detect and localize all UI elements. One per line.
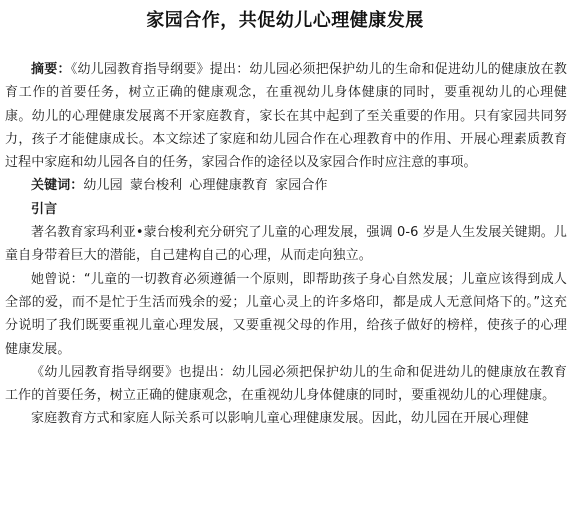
keyword-item: 蒙台梭利	[129, 178, 183, 194]
keywords-line	[5, 174, 567, 197]
abstract-label: 摘要：	[31, 62, 71, 77]
body-paragraph: 《幼儿园教育指导纲要》也提出：幼儿园必须把保护幼儿的生命和促进幼儿的健康放在教育工作的首要任务，树立正确的健康观念，在重视幼儿身体健康的同时，要重视幼儿的心理健康。	[5, 364, 567, 404]
body-paragraph: 著名教育家玛利亚•蒙台梭利充分研究了儿童的心理发展，强调 0-6 岁是人生发展关键期。儿童自身带着巨大的潜能，自己建构自己的心理，从而走向独立。	[5, 225, 567, 264]
keywords-label: 关键词：	[31, 178, 84, 194]
abstract-paragraph	[5, 58, 567, 174]
abstract-text: 《幼儿园教育指导纲要》提出：幼儿园必须把保护幼儿的生命和促进幼儿的健康放在教育工作的首要任务，树立正确的健康观念，在重视幼儿身体健康的同时，要重视幼儿的心理健康。幼儿的心理健康发展离不开家庭教育，家长在其中起到了至关重要的作用。只有家园共同努力，孩子才能健康成长。本文综述了家庭和幼儿园合作在心理教育中的作用、开展心理素质教育过程中家庭和幼儿园各自的任务，家园合作的途径以及家园合作时应注意的事项。	[5, 62, 567, 171]
document-body	[5, 58, 567, 431]
keyword-item: 家园合作	[275, 178, 328, 194]
body-paragraph: 她曾说：“儿童的一切教育必须遵循一个原则，即帮助孩子身心自然发展；儿童应该得到成人全部的爱，而不是忙于生活而残余的爱；儿童心灵上的许多烙印，都是成人无意间烙下的。”这充分说明了我们既要重视儿童心理发展，又要重视父母的作用，给孩子做好的榜样，使孩子的心理健康发展。	[5, 271, 567, 357]
section-heading-intro: 引言	[31, 201, 58, 217]
body-paragraph: 家庭教育方式和家庭人际关系可以影响儿童心理健康发展。因此，幼儿园在开展心理健	[31, 411, 529, 427]
keyword-item: 心理健康教育	[189, 178, 269, 194]
keyword-item: 幼儿园	[83, 178, 123, 194]
page-title: 家园合作，共促幼儿心理健康发展	[146, 10, 424, 31]
